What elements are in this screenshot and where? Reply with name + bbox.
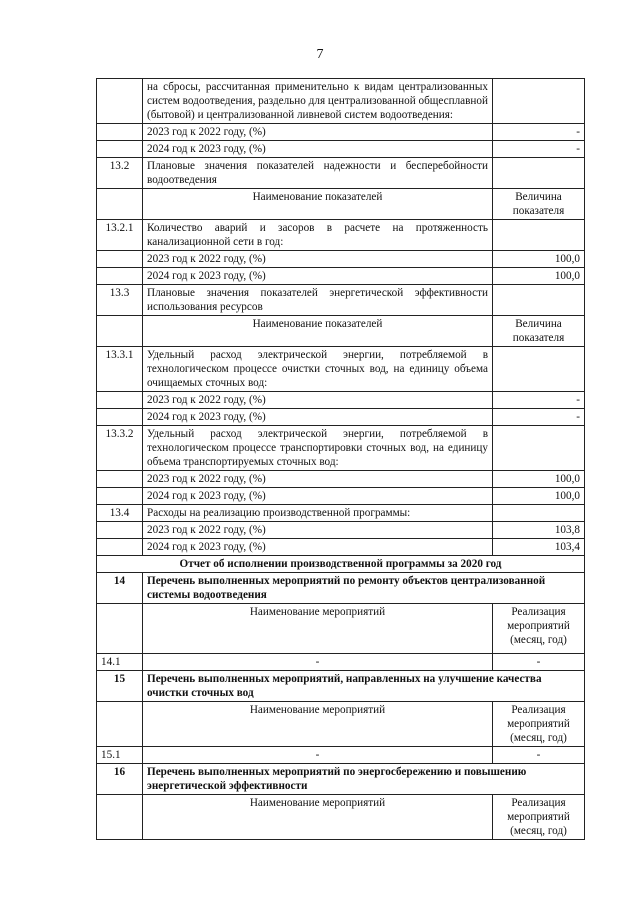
production-program-table (96, 78, 585, 840)
year-label: 2023 год к 2022 году, (%) (143, 471, 493, 488)
year-label: 2023 год к 2022 году, (%) (143, 522, 493, 539)
value-cell (493, 285, 585, 316)
column-header-name: Наименование показателей (143, 316, 493, 347)
table-row (97, 522, 585, 539)
indicator-value: - (493, 141, 585, 158)
year-label: 2024 год к 2023 году, (%) (143, 539, 493, 556)
value-cell (493, 79, 585, 124)
table-row (97, 141, 585, 158)
measure-date: - (493, 747, 585, 764)
section-title: Перечень выполненных мероприятий по ремонту объектов централизованной системы водоотведения (143, 573, 585, 604)
section-row (97, 671, 585, 702)
indicator-value: 100,0 (493, 268, 585, 285)
section-title: Плановые значения показателей энергетической эффективности использования ресурсов (143, 285, 493, 316)
indicator-value: 103,8 (493, 522, 585, 539)
row-number: 15.1 (97, 747, 143, 764)
section-row (97, 285, 585, 316)
value-cell (493, 158, 585, 189)
column-header-name: Наименование показателей (143, 189, 493, 220)
indicator-value: 103,4 (493, 539, 585, 556)
section-number: 13.2 (97, 158, 143, 189)
indicator-text: Расходы на реализацию производственной программы: (143, 505, 493, 522)
value-cell (493, 505, 585, 522)
section-title: Перечень выполненных мероприятий по энергосбережению и повышению энергетической эффективности (143, 764, 585, 795)
row-number: 13.3.1 (97, 347, 143, 392)
table-row (97, 251, 585, 268)
table-row (97, 505, 585, 522)
column-header-value: Реализация мероприятий (месяц, год) (493, 795, 585, 840)
row-number: 13.4 (97, 505, 143, 522)
table-row (97, 220, 585, 251)
table-row (97, 124, 585, 141)
table-row (97, 488, 585, 505)
column-header-value: Величина показателя (493, 316, 585, 347)
column-header-name: Наименование мероприятий (143, 604, 493, 654)
row-number-cell (97, 471, 143, 488)
column-header-row (97, 316, 585, 347)
indicator-value: 100,0 (493, 251, 585, 268)
row-number-cell (97, 268, 143, 285)
section-row (97, 573, 585, 604)
indicator-value: 100,0 (493, 471, 585, 488)
year-label: 2024 год к 2023 году, (%) (143, 488, 493, 505)
year-label: 2024 год к 2023 году, (%) (143, 141, 493, 158)
indicator-value: 100,0 (493, 488, 585, 505)
section-number: 15 (97, 671, 143, 702)
table-row (97, 79, 585, 124)
section-row (97, 764, 585, 795)
indicator-text: Количество аварий и засоров в расчете на протяженность канализационной сети в год: (143, 220, 493, 251)
row-number: 13.3.2 (97, 426, 143, 471)
column-header-row (97, 189, 585, 220)
table-row (97, 471, 585, 488)
indicator-text: Удельный расход электрической энергии, потребляемой в технологическом процессе транспортировки сточных вод, на единицу объема транспортируемых сточных вод: (143, 426, 493, 471)
table-row (97, 539, 585, 556)
row-number-cell (97, 409, 143, 426)
column-header-row (97, 702, 585, 747)
measure-date: - (493, 654, 585, 671)
column-header-value: Величина показателя (493, 189, 585, 220)
table-row (97, 426, 585, 471)
indicator-value: - (493, 409, 585, 426)
row-number-cell (97, 124, 143, 141)
row-number: 14.1 (97, 654, 143, 671)
row-number-cell (97, 522, 143, 539)
row-number-cell (97, 795, 143, 840)
row-number-cell (97, 539, 143, 556)
year-label: 2023 год к 2022 году, (%) (143, 124, 493, 141)
row-number-cell (97, 488, 143, 505)
row-number: 13.2.1 (97, 220, 143, 251)
year-label: 2024 год к 2023 году, (%) (143, 409, 493, 426)
table-row (97, 268, 585, 285)
value-cell (493, 220, 585, 251)
row-number-cell (97, 141, 143, 158)
row-number-cell (97, 251, 143, 268)
value-cell (493, 426, 585, 471)
column-header-row (97, 604, 585, 654)
section-row (97, 158, 585, 189)
table-row (97, 747, 585, 764)
row-number-cell (97, 316, 143, 347)
row-number-cell (97, 392, 143, 409)
year-label: 2023 год к 2022 году, (%) (143, 251, 493, 268)
section-title: Перечень выполненных мероприятий, направленных на улучшение качества очистки сточных вод (143, 671, 585, 702)
indicator-value: - (493, 392, 585, 409)
row-number-cell (97, 79, 143, 124)
indicator-text: на сбросы, рассчитанная применительно к видам централизованных систем водоотведения, раздельно для централизованной общесплавной (бытовой) и централизованной ливневой систем водоотведения: (143, 79, 493, 124)
year-label: 2024 год к 2023 году, (%) (143, 268, 493, 285)
table-row (97, 392, 585, 409)
table-row (97, 347, 585, 392)
page-number: 7 (316, 47, 324, 62)
report-title: Отчет об исполнении производственной программы за 2020 год (97, 556, 585, 573)
column-header-row (97, 795, 585, 840)
column-header-value: Реализация мероприятий (месяц, год) (493, 702, 585, 747)
section-number: 14 (97, 573, 143, 604)
row-number-cell (97, 604, 143, 654)
row-number-cell (97, 189, 143, 220)
table-row (97, 409, 585, 426)
year-label: 2023 год к 2022 году, (%) (143, 392, 493, 409)
section-number: 16 (97, 764, 143, 795)
measure-name: - (143, 654, 493, 671)
value-cell (493, 347, 585, 392)
column-header-name: Наименование мероприятий (143, 795, 493, 840)
column-header-name: Наименование мероприятий (143, 702, 493, 747)
measure-name: - (143, 747, 493, 764)
table-row (97, 654, 585, 671)
row-number-cell (97, 702, 143, 747)
indicator-text: Удельный расход электрической энергии, потребляемой в технологическом процессе очистки сточных вод, на единицу объема очищаемых сточных вод: (143, 347, 493, 392)
section-title: Плановые значения показателей надежности и бесперебойности водоотведения (143, 158, 493, 189)
report-title-row (97, 556, 585, 573)
column-header-value: Реализация мероприятий (месяц, год) (493, 604, 585, 654)
section-number: 13.3 (97, 285, 143, 316)
indicator-value: - (493, 124, 585, 141)
